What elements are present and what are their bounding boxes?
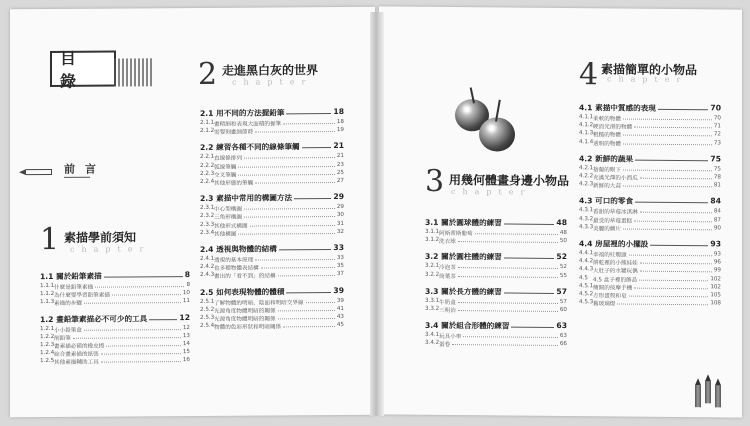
toc-section-page: 39	[333, 285, 344, 295]
preface-title: 前 言	[64, 162, 99, 176]
toc-item-number: 4.1.4	[579, 138, 594, 145]
leader-dots	[84, 302, 181, 304]
toc-item-number: 2.3.1	[200, 205, 215, 212]
chapter-2-sub: chapter	[232, 77, 313, 87]
toc-item-title: 幸福的紅燭頭	[593, 252, 627, 259]
chapter-2-toc	[200, 106, 344, 332]
toc-item-title: 牛奶盒	[439, 299, 456, 306]
toc-item-page: 15	[182, 349, 190, 356]
toc-item-number: 3.1.2	[425, 237, 440, 244]
toc-item-number: 3.4.2	[425, 340, 440, 347]
chapter-1-number: 1	[40, 221, 60, 258]
toc-item-page: 55	[559, 272, 567, 279]
leader-dots	[458, 276, 558, 278]
toc-section-page: 12	[179, 312, 190, 322]
toc-item-page: 18	[336, 118, 344, 125]
toc-item-page: 33	[336, 254, 344, 261]
toc-title: 目 錄	[60, 48, 87, 91]
toc-item-title: 洗衣球	[439, 239, 456, 246]
toc-section-title: 2.2 練習各種不同的線條筆觸	[200, 142, 300, 153]
toc-item-page: 108	[710, 300, 721, 307]
toc-item-number: 4.1.3	[579, 130, 594, 137]
toc-item-page: 93	[713, 251, 721, 258]
toc-item-number: 1.2.1	[40, 325, 55, 332]
toc-item-title: 三角形構圖	[214, 215, 242, 222]
toc-section-title: 4.2 新鮮的蔬果	[579, 153, 634, 164]
toc-section-page: 8	[184, 270, 190, 280]
toc-section-page: 84	[710, 196, 721, 206]
leader-dots	[629, 296, 708, 298]
toc-item-number: 2.2.1	[200, 154, 215, 161]
toc-item-title: 直線條排列	[214, 156, 242, 163]
toc-item-number: 2.2.2	[200, 162, 215, 169]
leader-dots	[283, 326, 335, 327]
toc-item-page: 75	[713, 166, 721, 173]
toc-section-title: 4.4 房屋裡的小擺設	[579, 239, 649, 249]
toc-item-title: 筒葉茶	[439, 273, 456, 280]
toc-section-title: 2.4 透視與物體的結構	[200, 244, 277, 254]
toc-item-page: 13	[182, 332, 190, 339]
toc-item-number: 1.1.1	[40, 282, 55, 290]
leader-dots	[623, 143, 712, 145]
toc-item-page: 31	[336, 220, 344, 227]
toc-item[interactable]	[40, 298, 190, 307]
leader-line	[279, 249, 331, 250]
chapter-4-toc	[579, 102, 721, 308]
leader-dots	[640, 212, 712, 214]
chapter-4-title: 素描簡單的小物品	[601, 62, 698, 78]
toc-item-title: 了解物體的明暗、陰面和明暗交界線	[214, 299, 304, 307]
toc-item-page: 87	[713, 216, 721, 223]
pencil-icon	[695, 385, 701, 407]
toc-item-page: 50	[559, 238, 567, 245]
leader-dots	[458, 310, 558, 312]
leader-line	[658, 109, 708, 110]
toc-section[interactable]	[200, 286, 344, 299]
toc-item-page: 32	[336, 228, 344, 235]
toc-section-title: 1.1 關於鉛筆素描	[40, 271, 102, 282]
toc-item-number: 2.5.4	[200, 323, 215, 330]
toc-item-title: 阿斯蒂斯葡萄	[439, 230, 473, 238]
leader-dots	[244, 208, 335, 210]
toc-item-number: 4.5.3	[579, 299, 594, 306]
toc-item-title: 捨葡的眼下	[593, 167, 621, 174]
toc-item-page: 57	[559, 298, 567, 305]
leader-dots	[244, 157, 335, 159]
toc-section-page: 18	[333, 106, 344, 117]
toc-item-page: 8	[186, 282, 190, 289]
toc-item-title: 冷泡茶	[439, 265, 456, 272]
toc-item-title: 需要刻畫細節時	[214, 129, 254, 137]
toc-item-title: 最受的草莓蛋糕	[593, 217, 633, 225]
toc-item-number: 2.5.2	[200, 306, 215, 313]
toc-item-title: 舊玻璃燈	[593, 301, 616, 308]
leader-dots	[623, 228, 712, 230]
toc-section-page: 48	[556, 217, 567, 228]
toc-item-title: 粗糙的物體	[593, 132, 621, 139]
toc-item[interactable]	[425, 340, 567, 349]
toc-item-page: 14	[182, 341, 190, 348]
leader-dots	[261, 267, 335, 269]
toc-item-page: 78	[713, 174, 721, 181]
leader-line	[650, 245, 708, 247]
chapter-2-number: 2	[198, 56, 218, 92]
toc-section-title: 1.2 畫鉛筆素描必不可少的工具	[40, 313, 148, 324]
leader-dots	[278, 275, 335, 276]
chapter-1-title: 素描學前須知	[64, 230, 137, 245]
toc-item-page: 23	[336, 161, 344, 168]
toc-item-title: 什麼是鉛筆素描	[54, 284, 94, 291]
leader-dots	[278, 318, 335, 319]
toc-item-title: 交叉筆觸	[214, 172, 237, 179]
toc-item-page: 10	[182, 290, 190, 297]
toc-item-title: 透明的物體	[593, 140, 621, 148]
toc-item-page: 71	[713, 123, 721, 130]
toc-item-page: 66	[559, 341, 567, 348]
leader-line	[286, 113, 331, 114]
leader-dots	[617, 304, 708, 306]
leader-dots	[629, 255, 712, 257]
toc-item-page: 30	[336, 212, 344, 219]
leader-line	[504, 292, 554, 293]
leader-dots	[640, 263, 712, 265]
leader-dots	[106, 345, 181, 347]
toc-item-number: 4.2.3	[579, 181, 594, 188]
toc-item-number: 4.3.3	[579, 223, 594, 231]
toc-item-page: 12	[182, 324, 190, 331]
toc-item-title: 蛋卷	[439, 342, 451, 349]
leader-dots	[463, 336, 558, 338]
toc-section-page: 33	[333, 242, 344, 253]
leader-line	[294, 198, 331, 199]
leader-dots	[238, 174, 335, 176]
toc-item-page: 90	[713, 225, 721, 232]
toc-item-page: 11	[182, 298, 190, 305]
leader-dots	[623, 186, 712, 188]
toc-item-title: 餅乾裡的小熊娃娃	[593, 260, 638, 267]
toc-title-box	[50, 48, 116, 91]
toc-section-title: 3.3 關於長方體的練習	[425, 286, 502, 297]
leader-dots	[244, 216, 335, 218]
toc-item-page: 73	[713, 139, 721, 146]
toc-section[interactable]	[200, 141, 344, 154]
toc-item-number: 4.3.1	[579, 207, 594, 214]
toc-item-number: 4.4.3	[579, 266, 594, 273]
pencil-icon	[705, 381, 711, 403]
toc-section-page: 75	[710, 154, 721, 164]
chapter-3-number: 3	[425, 163, 445, 199]
toc-item-page: 39	[336, 297, 344, 304]
leader-dots	[458, 241, 558, 243]
toc-item-page: 16	[182, 357, 190, 364]
leader-dots	[112, 294, 181, 295]
toc-item-title: 玩具小車	[439, 334, 462, 341]
preface-underline	[64, 177, 90, 178]
toc-item-page: 29	[336, 204, 344, 211]
toc-section-page: 52	[556, 252, 567, 262]
toc-item-page: 99	[713, 267, 721, 274]
chapter-2-title: 走進黑白灰的世界	[222, 63, 319, 78]
leader-dots	[639, 279, 708, 281]
toc-section[interactable]	[200, 243, 344, 256]
leader-dots	[238, 166, 335, 168]
toc-item-number: 2.3.2	[200, 213, 215, 220]
leader-line	[504, 258, 554, 259]
toc-item-number: 2.1.2	[200, 128, 215, 135]
toc-section-page: 93	[710, 239, 721, 249]
leader-line	[302, 147, 331, 148]
toc-item[interactable]	[579, 299, 721, 308]
toc-item-title: 透視的基本原理	[214, 257, 254, 264]
toc-item-page: 84	[713, 208, 721, 215]
leader-line	[635, 159, 708, 161]
toc-item[interactable]	[425, 306, 567, 315]
right-page	[379, 6, 742, 417]
toc-item-number: 3.3.1	[425, 297, 440, 304]
toc-section-title: 3.1 關於圓球體的練習	[425, 217, 502, 228]
leader-dots	[640, 271, 712, 273]
leader-dots	[634, 127, 712, 129]
toc-item-title: 其他形式構圖	[214, 223, 248, 230]
toc-item-page: 96	[713, 259, 721, 266]
leader-dots	[255, 182, 335, 184]
toc-item-page: 21	[336, 153, 344, 160]
leader-dots	[458, 302, 558, 304]
toc-section-title: 4.3 可口的零食	[579, 196, 634, 207]
leader-dots	[250, 225, 335, 227]
toc-section[interactable]	[200, 107, 344, 120]
toc-item-page: 45	[336, 322, 344, 329]
toc-item-page: 105	[710, 292, 721, 299]
toc-section-title: 4.1 素描中質感的表現	[579, 103, 656, 113]
pencil-icon	[26, 169, 52, 175]
leader-dots	[458, 267, 558, 269]
toc-item-page: 48	[559, 229, 567, 237]
leader-dots	[255, 259, 335, 261]
toc-item-number: 1.1.2	[40, 291, 55, 298]
toc-item-number: 4.5.2	[579, 291, 594, 298]
toc-item-number: 1.1.3	[40, 299, 55, 306]
toc-item-number: 1.2.4	[40, 350, 55, 357]
toc-item-number: 2.3.3	[200, 221, 215, 228]
toc-item-number: 2.4.1	[200, 255, 215, 262]
toc-item-title: 硬而光滑的物體	[593, 124, 633, 131]
toc-item-title: 柔軟的物體	[593, 116, 621, 123]
chapter-3-title: 用幾何體畫身邊小物品	[449, 173, 570, 189]
toc-item-title: 也多種物體表結構	[214, 265, 259, 273]
toc-item-title: 香甜的草莓冰淇淋	[593, 209, 638, 217]
toc-item-page: 41	[336, 305, 344, 312]
toc-item-number: 4.2.1	[579, 164, 594, 172]
toc-item[interactable]	[579, 181, 721, 190]
toc-item-title: 素描的步驟	[54, 301, 82, 308]
leader-line	[511, 327, 554, 328]
leader-dots	[634, 287, 708, 289]
decorative-stripes	[114, 58, 154, 86]
toc-item[interactable]	[579, 224, 721, 233]
toc-item-title: 為什麼要學習鉛筆素描	[54, 292, 110, 300]
toc-item-number: 1.2.2	[40, 333, 55, 340]
leader-line	[635, 202, 708, 204]
toc-item-number: 2.5.3	[200, 314, 215, 321]
toc-item-number: 2.3.4	[200, 229, 215, 236]
toc-item[interactable]	[425, 271, 567, 280]
toc-item-page: 63	[559, 333, 567, 340]
leader-dots	[623, 169, 712, 171]
toc-item-number: 4.1.2	[579, 122, 594, 129]
toc-item-title: 畫素描必備的橡皮擦	[54, 343, 105, 350]
toc-item-title: 光源角度物體明暗的關係	[214, 316, 276, 323]
toc-section[interactable]	[200, 192, 344, 205]
toc-item-page: 27	[336, 177, 344, 184]
toc-item[interactable]	[200, 322, 344, 331]
toc-section-page: 29	[333, 192, 344, 202]
toc-item-number: 2.1.1	[200, 119, 215, 126]
toc-item-page: 70	[713, 115, 721, 122]
leader-dots	[255, 131, 335, 133]
leader-dots	[623, 135, 712, 137]
toc-item-title: 大肚子的水罐玩偶	[593, 268, 638, 276]
toc-item-number: 1.2.5	[40, 358, 55, 365]
toc-item-number: 4.5	[579, 274, 588, 281]
toc-item-number: 3.2.2	[425, 271, 440, 278]
toc-item-number: 4.2.2	[579, 173, 594, 180]
toc-item-title: 畫出的「看不到」的結構	[214, 273, 276, 281]
leader-line	[504, 224, 554, 225]
book-gutter	[370, 12, 384, 416]
toc-item[interactable]	[425, 237, 567, 246]
toc-item-title: 充滿光澤的小西瓜	[593, 175, 638, 182]
chapter-3-sub: chapter	[451, 187, 532, 197]
toc-item-page: 25	[336, 169, 344, 176]
toc-item-page: 52	[559, 264, 567, 271]
toc-item-page: 81	[713, 182, 721, 189]
toc-section-title: 3.2 關於圓柱體的練習	[425, 252, 502, 262]
toc-section[interactable]	[40, 270, 190, 283]
toc-item[interactable]	[200, 127, 344, 136]
toc-section-title: 2.1 用不同的方法握鉛筆	[200, 108, 285, 118]
leader-dots	[640, 178, 712, 180]
toc-item-number: 2.2.4	[200, 178, 215, 185]
toc-item[interactable]	[200, 271, 344, 280]
leader-line	[149, 319, 177, 320]
leader-dots	[634, 220, 712, 222]
plums-illustration	[451, 81, 521, 162]
toc-item-title: 小小鉛筆盒	[54, 327, 82, 334]
leader-dots	[278, 310, 335, 311]
leader-dots	[73, 337, 181, 339]
toc-item-page: 102	[710, 284, 721, 291]
toc-item-title: 4.5 盒子裡的飾品	[593, 276, 638, 284]
leader-dots	[101, 353, 181, 355]
toc-section[interactable]	[40, 313, 190, 326]
toc-item-title: 新鮮的大蒜	[593, 183, 621, 190]
book-spread	[10, 8, 742, 416]
toc-item-number: 2.5.1	[200, 298, 215, 305]
leader-dots	[306, 302, 335, 303]
toc-section-page: 63	[556, 321, 567, 331]
toc-item-page: 72	[713, 131, 721, 138]
toc-item-page: 102	[710, 275, 721, 282]
toc-item[interactable]	[200, 178, 344, 187]
toc-item-title: 弧線筆觸	[214, 164, 237, 171]
toc-item-title: 綜合畫素描的紙張	[54, 351, 99, 359]
leader-dots	[84, 329, 181, 331]
toc-item-number: 3.1.1	[425, 228, 440, 235]
toc-item-number: 3.3.2	[425, 305, 440, 312]
toc-item-page: 19	[336, 127, 344, 134]
toc-item-title: 削鉛筆	[54, 335, 71, 342]
toc-item-number: 4.4.2	[579, 258, 594, 265]
leader-dots	[101, 361, 181, 363]
toc-item-title: 其他素描輔助工具	[54, 360, 99, 367]
leader-dots	[238, 233, 335, 235]
pencil-icon	[715, 385, 721, 407]
toc-item-title: 畫精細和表現大面積的握筆	[214, 121, 282, 128]
toc-item-page: 43	[336, 313, 344, 320]
toc-item-title: 美麗的蘑片	[593, 226, 621, 233]
toc-item-number: 2.4.3	[200, 272, 215, 279]
toc-section-page: 57	[556, 286, 567, 296]
toc-item[interactable]	[40, 357, 190, 366]
toc-item-title: 中心型構圖	[214, 206, 242, 214]
toc-item[interactable]	[200, 229, 344, 238]
toc-item-page: 37	[336, 271, 344, 278]
toc-item-title: 方形蛋殼和皂	[593, 293, 627, 300]
toc-section-page: 21	[333, 141, 344, 151]
toc-item-title: 其他形態的筆觸	[214, 180, 254, 187]
leader-dots	[452, 344, 558, 346]
leader-dots	[475, 233, 558, 235]
toc-item-number: 1.2.3	[40, 341, 55, 349]
toc-section-title: 2.3 素描中常用的構圖方法	[200, 193, 293, 204]
leader-dots	[95, 286, 184, 288]
leader-line	[104, 276, 183, 278]
toc-item-title: 其他構圖	[214, 231, 237, 238]
leader-line	[286, 292, 331, 293]
left-page	[10, 7, 375, 418]
chapter-4-sub: chapter	[607, 74, 688, 85]
toc-item-number: 2.2.3	[200, 170, 215, 177]
toc-item-page: 60	[559, 306, 567, 314]
chapter-4-number: 4	[579, 57, 599, 93]
toc-item-title: 簡開的按摩手機	[593, 285, 633, 292]
toc-item[interactable]	[579, 139, 721, 148]
toc-item-number: 4.1.1	[579, 114, 594, 121]
toc-item-title: 三明治	[439, 307, 456, 315]
toc-item-number: 4.3.2	[579, 215, 594, 222]
toc-section-page: 70	[710, 103, 721, 113]
toc-item-page: 35	[336, 263, 344, 270]
chapter-1-toc	[40, 270, 190, 367]
toc-item-number: 3.2.1	[425, 263, 440, 270]
chapter-1-sub: chapter	[70, 244, 151, 254]
toc-item-number: 4.4.1	[579, 250, 594, 257]
toc-item-number: 4.5.1	[579, 282, 594, 290]
toc-item-number: 3.4.1	[425, 332, 440, 339]
leader-dots	[283, 123, 335, 124]
toc-item-title: 光源角度物體明暗的關係	[214, 308, 276, 315]
leader-dots	[623, 119, 712, 121]
toc-item-title: 物體的色彩形狀和明暗關係	[214, 324, 282, 332]
chapter-3-toc	[425, 217, 567, 349]
toc-item-number: 2.4.2	[200, 264, 215, 271]
toc-section-title: 2.5 如何表現物體的體積	[200, 286, 285, 297]
toc-section-title: 3.4 關於組合形體的練習	[425, 321, 510, 331]
